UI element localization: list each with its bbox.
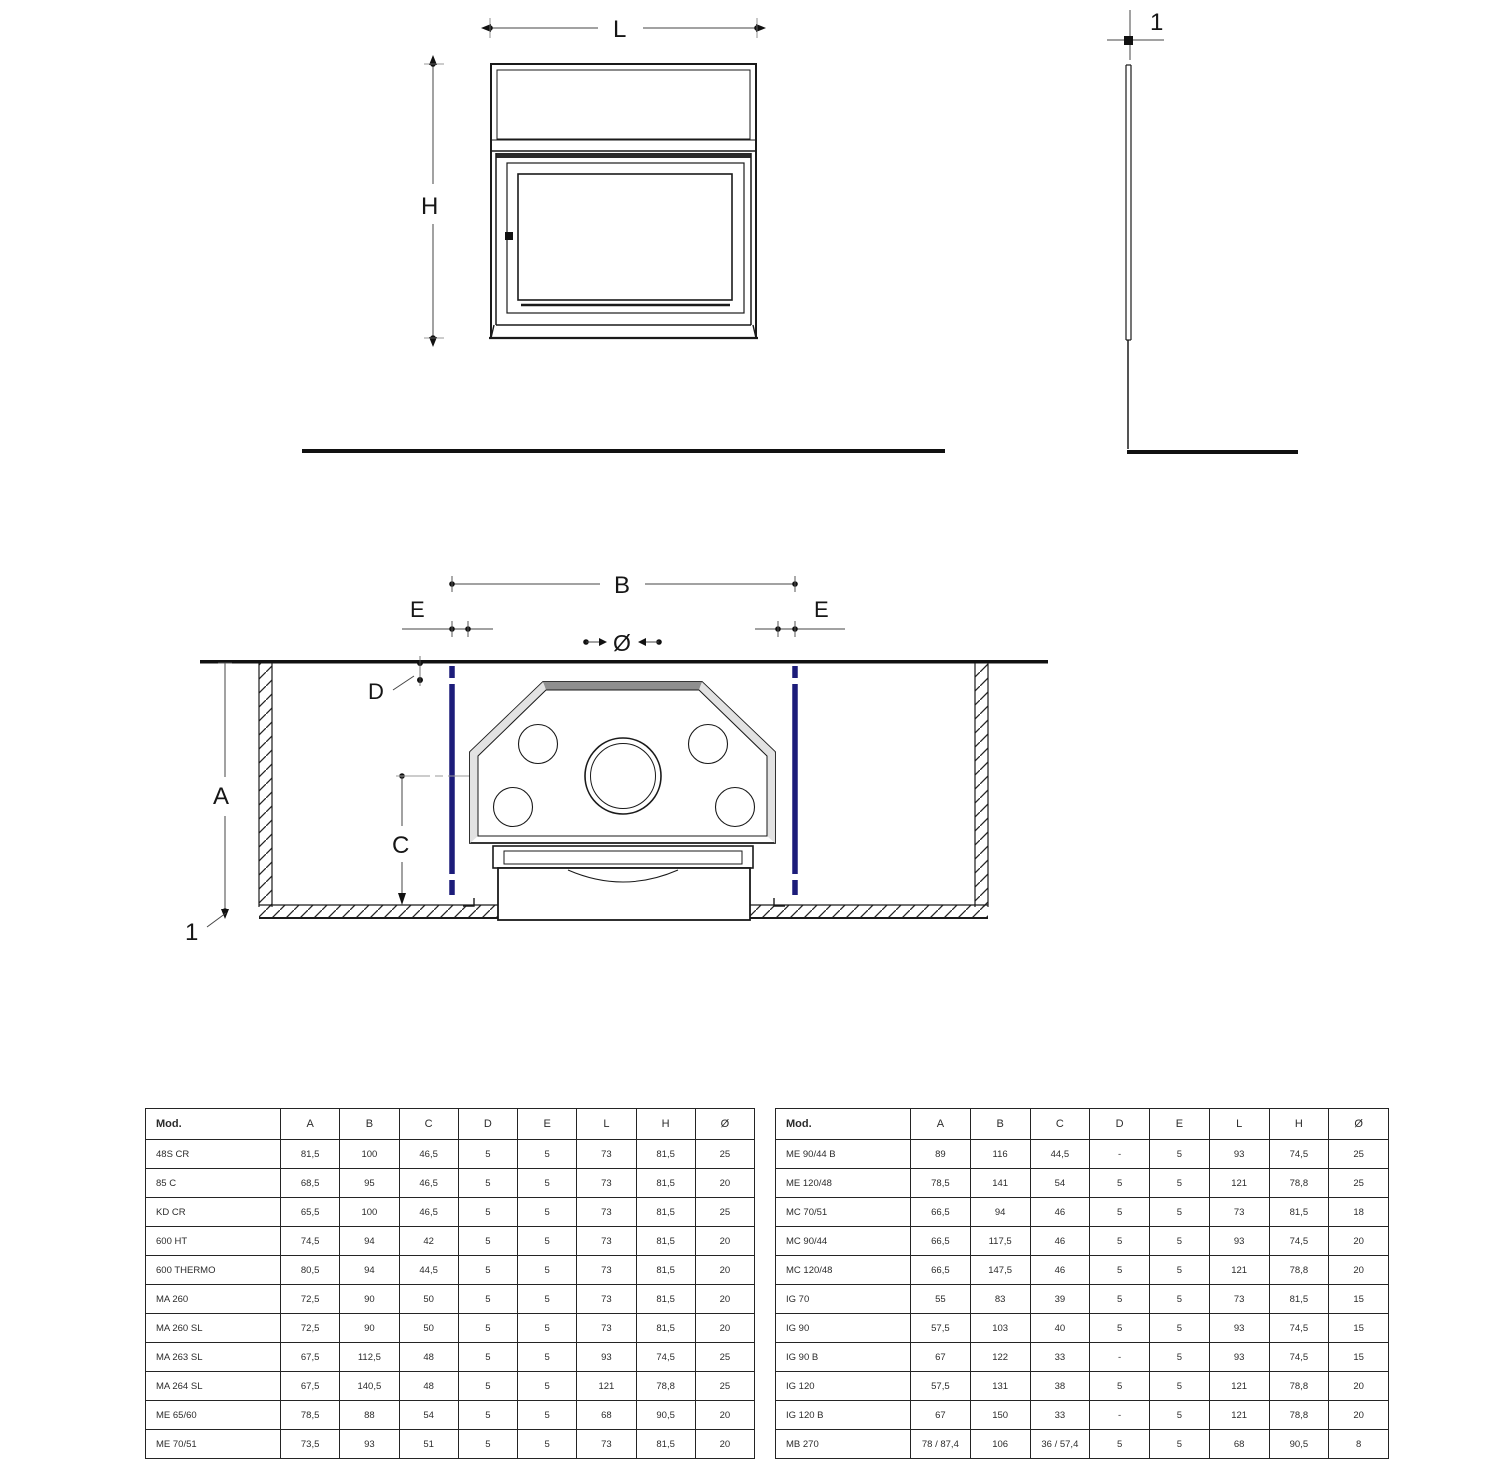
value-cell: 74,5: [1269, 1227, 1329, 1256]
value-cell: 5: [458, 1256, 517, 1285]
value-cell: 46: [1030, 1227, 1090, 1256]
value-cell: 5: [1150, 1227, 1210, 1256]
front-view: [302, 16, 945, 453]
value-cell: 5: [1090, 1169, 1150, 1198]
value-cell: 46: [1030, 1256, 1090, 1285]
value-cell: 33: [1030, 1343, 1090, 1372]
value-cell: 25: [695, 1372, 754, 1401]
value-cell: 57,5: [911, 1372, 971, 1401]
column-header-mod: Mod.: [146, 1109, 281, 1140]
value-cell: 5: [518, 1256, 577, 1285]
value-cell: 5: [1150, 1198, 1210, 1227]
column-header-D: D: [1090, 1109, 1150, 1140]
value-cell: 5: [458, 1169, 517, 1198]
value-cell: 81,5: [1269, 1285, 1329, 1314]
value-cell: 68: [1209, 1430, 1269, 1459]
value-cell: 66,5: [911, 1198, 971, 1227]
value-cell: 5: [1090, 1372, 1150, 1401]
value-cell: 81,5: [636, 1314, 695, 1343]
value-cell: 78,5: [911, 1169, 971, 1198]
column-header-E: E: [518, 1109, 577, 1140]
value-cell: 5: [1150, 1343, 1210, 1372]
value-cell: 15: [1329, 1343, 1389, 1372]
value-cell: 93: [1209, 1140, 1269, 1169]
value-cell: 78,5: [281, 1401, 340, 1430]
value-cell: 112,5: [340, 1343, 399, 1372]
model-cell: MA 263 SL: [146, 1343, 281, 1372]
value-cell: 74,5: [281, 1227, 340, 1256]
value-cell: 20: [695, 1314, 754, 1343]
table-row: [146, 1343, 755, 1372]
value-cell: 33: [1030, 1401, 1090, 1430]
value-cell: -: [1090, 1140, 1150, 1169]
value-cell: 5: [1150, 1314, 1210, 1343]
value-cell: 46: [1030, 1198, 1090, 1227]
value-cell: 50: [399, 1285, 458, 1314]
value-cell: 20: [1329, 1227, 1389, 1256]
column-header-B: B: [340, 1109, 399, 1140]
column-header-A: A: [281, 1109, 340, 1140]
value-cell: 66,5: [911, 1256, 971, 1285]
column-header-C: C: [399, 1109, 458, 1140]
gap-label: D: [368, 679, 384, 704]
value-cell: 81,5: [636, 1430, 695, 1459]
value-cell: 20: [695, 1169, 754, 1198]
stove-plan-outline: [463, 682, 785, 920]
edge-label-right: E: [814, 597, 829, 622]
dimension-B: [449, 572, 798, 599]
corner-label: 1: [185, 919, 199, 946]
value-cell: 5: [1150, 1285, 1210, 1314]
value-cell: 78,8: [1269, 1372, 1329, 1401]
value-cell: 83: [970, 1285, 1030, 1314]
table-row: [776, 1401, 1389, 1430]
value-cell: 15: [1329, 1314, 1389, 1343]
column-header-A: A: [911, 1109, 971, 1140]
value-cell: 57,5: [911, 1314, 971, 1343]
plan-width-label: B: [614, 572, 631, 599]
value-cell: 44,5: [399, 1256, 458, 1285]
pedestal: [491, 325, 756, 338]
value-cell: 121: [1209, 1372, 1269, 1401]
value-cell: 46,5: [399, 1169, 458, 1198]
value-cell: 78,8: [636, 1372, 695, 1401]
value-cell: 55: [911, 1285, 971, 1314]
fireplace-front-outline: [489, 64, 758, 338]
table-row: [146, 1198, 755, 1227]
value-cell: 5: [1150, 1256, 1210, 1285]
stove-top-edge: [543, 682, 702, 690]
corner-callout-1: [185, 913, 226, 946]
value-cell: 81,5: [1269, 1198, 1329, 1227]
value-cell: 67,5: [281, 1372, 340, 1401]
value-cell: 141: [970, 1169, 1030, 1198]
value-cell: 100: [340, 1140, 399, 1169]
value-cell: 25: [695, 1343, 754, 1372]
value-cell: 116: [970, 1140, 1030, 1169]
value-cell: 20: [1329, 1401, 1389, 1430]
value-cell: 80,5: [281, 1256, 340, 1285]
table-row: [146, 1314, 755, 1343]
value-cell: 5: [458, 1401, 517, 1430]
value-cell: 5: [458, 1285, 517, 1314]
value-cell: 73: [577, 1169, 636, 1198]
value-cell: 25: [695, 1198, 754, 1227]
value-cell: 5: [1090, 1285, 1150, 1314]
column-header-Ø: Ø: [1329, 1109, 1389, 1140]
value-cell: 25: [695, 1140, 754, 1169]
value-cell: 5: [1090, 1227, 1150, 1256]
stove-front-box: [498, 868, 750, 920]
value-cell: 93: [1209, 1227, 1269, 1256]
value-cell: 73: [1209, 1285, 1269, 1314]
value-cell: 121: [1209, 1401, 1269, 1430]
front-floor-line: [302, 449, 945, 453]
column-header-Ø: Ø: [695, 1109, 754, 1140]
table-header-row: [146, 1109, 755, 1140]
value-cell: 81,5: [636, 1140, 695, 1169]
value-cell: 46,5: [399, 1198, 458, 1227]
model-cell: ME 90/44 B: [776, 1140, 911, 1169]
model-cell: 85 C: [146, 1169, 281, 1198]
value-cell: 121: [1209, 1256, 1269, 1285]
dimension-L: [481, 16, 766, 43]
value-cell: 81,5: [636, 1285, 695, 1314]
dimension-table-left: [145, 1108, 755, 1459]
table-row: [146, 1169, 755, 1198]
value-cell: 78,8: [1269, 1256, 1329, 1285]
value-cell: 73: [1209, 1198, 1269, 1227]
table-row: [146, 1430, 755, 1459]
value-cell: 18: [1329, 1198, 1389, 1227]
value-cell: 20: [1329, 1256, 1389, 1285]
model-cell: MB 270: [776, 1430, 911, 1459]
value-cell: 5: [1090, 1314, 1150, 1343]
value-cell: 89: [911, 1140, 971, 1169]
column-header-L: L: [1209, 1109, 1269, 1140]
column-header-H: H: [636, 1109, 695, 1140]
value-cell: 20: [1329, 1372, 1389, 1401]
value-cell: 74,5: [1269, 1314, 1329, 1343]
value-cell: 88: [340, 1401, 399, 1430]
value-cell: 67,5: [281, 1343, 340, 1372]
value-cell: 94: [340, 1227, 399, 1256]
flue-collar-outer: [585, 738, 661, 814]
value-cell: 5: [518, 1372, 577, 1401]
table-row: [776, 1343, 1389, 1372]
column-header-H: H: [1269, 1109, 1329, 1140]
value-cell: 5: [1150, 1140, 1210, 1169]
column-header-C: C: [1030, 1109, 1090, 1140]
front-height-label: H: [421, 193, 439, 220]
value-cell: 5: [518, 1401, 577, 1430]
model-cell: ME 120/48: [776, 1169, 911, 1198]
model-cell: IG 90: [776, 1314, 911, 1343]
value-cell: 74,5: [1269, 1140, 1329, 1169]
table-row: [146, 1372, 755, 1401]
value-cell: 140,5: [340, 1372, 399, 1401]
model-cell: MC 70/51: [776, 1198, 911, 1227]
value-cell: 5: [458, 1140, 517, 1169]
value-cell: 20: [695, 1227, 754, 1256]
dimension-C: [392, 773, 409, 905]
value-cell: 44,5: [1030, 1140, 1090, 1169]
plan-wall-line: [200, 660, 1048, 664]
model-cell: IG 90 B: [776, 1343, 911, 1372]
value-cell: 81,5: [636, 1256, 695, 1285]
value-cell: 74,5: [1269, 1343, 1329, 1372]
dimension-E-left: [402, 597, 493, 637]
value-cell: 54: [399, 1401, 458, 1430]
table-row: [776, 1314, 1389, 1343]
table-row: [776, 1227, 1389, 1256]
model-cell: KD CR: [146, 1198, 281, 1227]
table-row: [776, 1256, 1389, 1285]
model-cell: MA 264 SL: [146, 1372, 281, 1401]
value-cell: 150: [970, 1401, 1030, 1430]
value-cell: 5: [1150, 1430, 1210, 1459]
table-row: [776, 1372, 1389, 1401]
value-cell: 90: [340, 1314, 399, 1343]
value-cell: 39: [1030, 1285, 1090, 1314]
value-cell: 5: [518, 1227, 577, 1256]
value-cell: 122: [970, 1343, 1030, 1372]
table-row: [776, 1430, 1389, 1459]
value-cell: 81,5: [636, 1198, 695, 1227]
value-cell: 117,5: [970, 1227, 1030, 1256]
column-header-E: E: [1150, 1109, 1210, 1140]
value-cell: 78,8: [1269, 1401, 1329, 1430]
value-cell: 121: [1209, 1169, 1269, 1198]
value-cell: 48: [399, 1343, 458, 1372]
model-cell: IG 120 B: [776, 1401, 911, 1430]
table-row: [146, 1227, 755, 1256]
value-cell: 36 / 57,4: [1030, 1430, 1090, 1459]
value-cell: 20: [695, 1430, 754, 1459]
value-cell: 5: [458, 1372, 517, 1401]
value-cell: -: [1090, 1343, 1150, 1372]
depth-label: A: [213, 783, 230, 810]
dimension-A: [213, 663, 232, 919]
value-cell: 8: [1329, 1430, 1389, 1459]
value-cell: 5: [1090, 1198, 1150, 1227]
value-cell: 5: [1150, 1372, 1210, 1401]
value-cell: 38: [1030, 1372, 1090, 1401]
table-row: [776, 1285, 1389, 1314]
model-cell: MC 120/48: [776, 1256, 911, 1285]
table-row: [146, 1256, 755, 1285]
value-cell: 5: [458, 1430, 517, 1459]
value-cell: 90: [340, 1285, 399, 1314]
side-view: [1107, 9, 1298, 454]
table-row: [146, 1401, 755, 1430]
flue-diameter-label: Ø: [613, 630, 631, 656]
value-cell: 5: [518, 1140, 577, 1169]
value-cell: 81,5: [636, 1169, 695, 1198]
side-thickness-label: 1: [1150, 9, 1164, 36]
value-cell: 103: [970, 1314, 1030, 1343]
front-width-label: L: [613, 16, 627, 43]
column-header-mod: Mod.: [776, 1109, 911, 1140]
plan-view: [185, 572, 1048, 946]
value-cell: 15: [1329, 1285, 1389, 1314]
value-cell: 50: [399, 1314, 458, 1343]
column-header-B: B: [970, 1109, 1030, 1140]
value-cell: 73: [577, 1314, 636, 1343]
value-cell: 93: [577, 1343, 636, 1372]
value-cell: 78 / 87,4: [911, 1430, 971, 1459]
value-cell: 90,5: [1269, 1430, 1329, 1459]
value-cell: 81,5: [281, 1140, 340, 1169]
value-cell: 73: [577, 1227, 636, 1256]
value-cell: 67: [911, 1343, 971, 1372]
table-row: [146, 1285, 755, 1314]
value-cell: 72,5: [281, 1314, 340, 1343]
value-cell: 121: [577, 1372, 636, 1401]
value-cell: 73: [577, 1198, 636, 1227]
table-row: [776, 1169, 1389, 1198]
value-cell: 95: [340, 1169, 399, 1198]
value-cell: 42: [399, 1227, 458, 1256]
value-cell: 40: [1030, 1314, 1090, 1343]
value-cell: 5: [518, 1430, 577, 1459]
table-row: [776, 1140, 1389, 1169]
value-cell: 73: [577, 1430, 636, 1459]
model-cell: MA 260: [146, 1285, 281, 1314]
value-cell: 54: [1030, 1169, 1090, 1198]
value-cell: 5: [518, 1285, 577, 1314]
value-cell: 5: [458, 1343, 517, 1372]
table-header-row: [776, 1109, 1389, 1140]
model-cell: MA 260 SL: [146, 1314, 281, 1343]
dimension-diameter: [583, 630, 662, 656]
value-cell: 20: [695, 1256, 754, 1285]
value-cell: 100: [340, 1198, 399, 1227]
flue-offset-label: C: [392, 832, 410, 859]
door-glass: [518, 174, 732, 300]
edge-label-left: E: [410, 597, 425, 622]
value-cell: 46,5: [399, 1140, 458, 1169]
value-cell: 66,5: [911, 1227, 971, 1256]
value-cell: 25: [1329, 1140, 1389, 1169]
value-cell: 94: [970, 1198, 1030, 1227]
dimension-E-right: [755, 597, 845, 637]
hood-panel: [497, 70, 750, 139]
value-cell: 5: [458, 1198, 517, 1227]
value-cell: 73: [577, 1285, 636, 1314]
value-cell: 72,5: [281, 1285, 340, 1314]
side-wall-profile: [1126, 65, 1131, 449]
model-cell: 600 THERMO: [146, 1256, 281, 1285]
value-cell: 90,5: [636, 1401, 695, 1430]
side-floor-line: [1127, 450, 1298, 454]
value-cell: 94: [340, 1256, 399, 1285]
value-cell: 74,5: [636, 1343, 695, 1372]
model-cell: 48S CR: [146, 1140, 281, 1169]
value-cell: 25: [1329, 1169, 1389, 1198]
dimension-1-top: [1107, 9, 1164, 60]
model-cell: IG 70: [776, 1285, 911, 1314]
value-cell: 5: [518, 1314, 577, 1343]
value-cell: 68,5: [281, 1169, 340, 1198]
value-cell: 20: [695, 1285, 754, 1314]
dimension-H: [421, 55, 444, 347]
value-cell: 67: [911, 1401, 971, 1430]
value-cell: 5: [1090, 1430, 1150, 1459]
value-cell: 106: [970, 1430, 1030, 1459]
value-cell: 78,8: [1269, 1169, 1329, 1198]
value-cell: 5: [458, 1314, 517, 1343]
stove-front-tray: [493, 846, 753, 868]
dimension-table-right: [775, 1108, 1389, 1459]
value-cell: 5: [1150, 1169, 1210, 1198]
value-cell: 73,5: [281, 1430, 340, 1459]
model-cell: IG 120: [776, 1372, 911, 1401]
value-cell: 73: [577, 1140, 636, 1169]
value-cell: 5: [518, 1169, 577, 1198]
door-handle: [505, 232, 513, 240]
value-cell: 73: [577, 1256, 636, 1285]
model-cell: ME 70/51: [146, 1430, 281, 1459]
door-frame: [507, 163, 744, 313]
value-cell: 5: [458, 1227, 517, 1256]
value-cell: 5: [518, 1198, 577, 1227]
table-row: [776, 1198, 1389, 1227]
value-cell: -: [1090, 1401, 1150, 1430]
column-header-L: L: [577, 1109, 636, 1140]
value-cell: 93: [1209, 1314, 1269, 1343]
value-cell: 131: [970, 1372, 1030, 1401]
value-cell: 147,5: [970, 1256, 1030, 1285]
model-cell: MC 90/44: [776, 1227, 911, 1256]
value-cell: 5: [518, 1343, 577, 1372]
value-cell: 48: [399, 1372, 458, 1401]
model-cell: 600 HT: [146, 1227, 281, 1256]
value-cell: 93: [1209, 1343, 1269, 1372]
value-cell: 20: [695, 1401, 754, 1430]
firebox-top-bar: [496, 153, 751, 158]
value-cell: 65,5: [281, 1198, 340, 1227]
value-cell: 81,5: [636, 1227, 695, 1256]
column-header-D: D: [458, 1109, 517, 1140]
value-cell: 5: [1150, 1401, 1210, 1430]
value-cell: 68: [577, 1401, 636, 1430]
value-cell: 5: [1090, 1256, 1150, 1285]
model-cell: ME 65/60: [146, 1401, 281, 1430]
value-cell: 51: [399, 1430, 458, 1459]
table-row: [146, 1140, 755, 1169]
value-cell: 93: [340, 1430, 399, 1459]
